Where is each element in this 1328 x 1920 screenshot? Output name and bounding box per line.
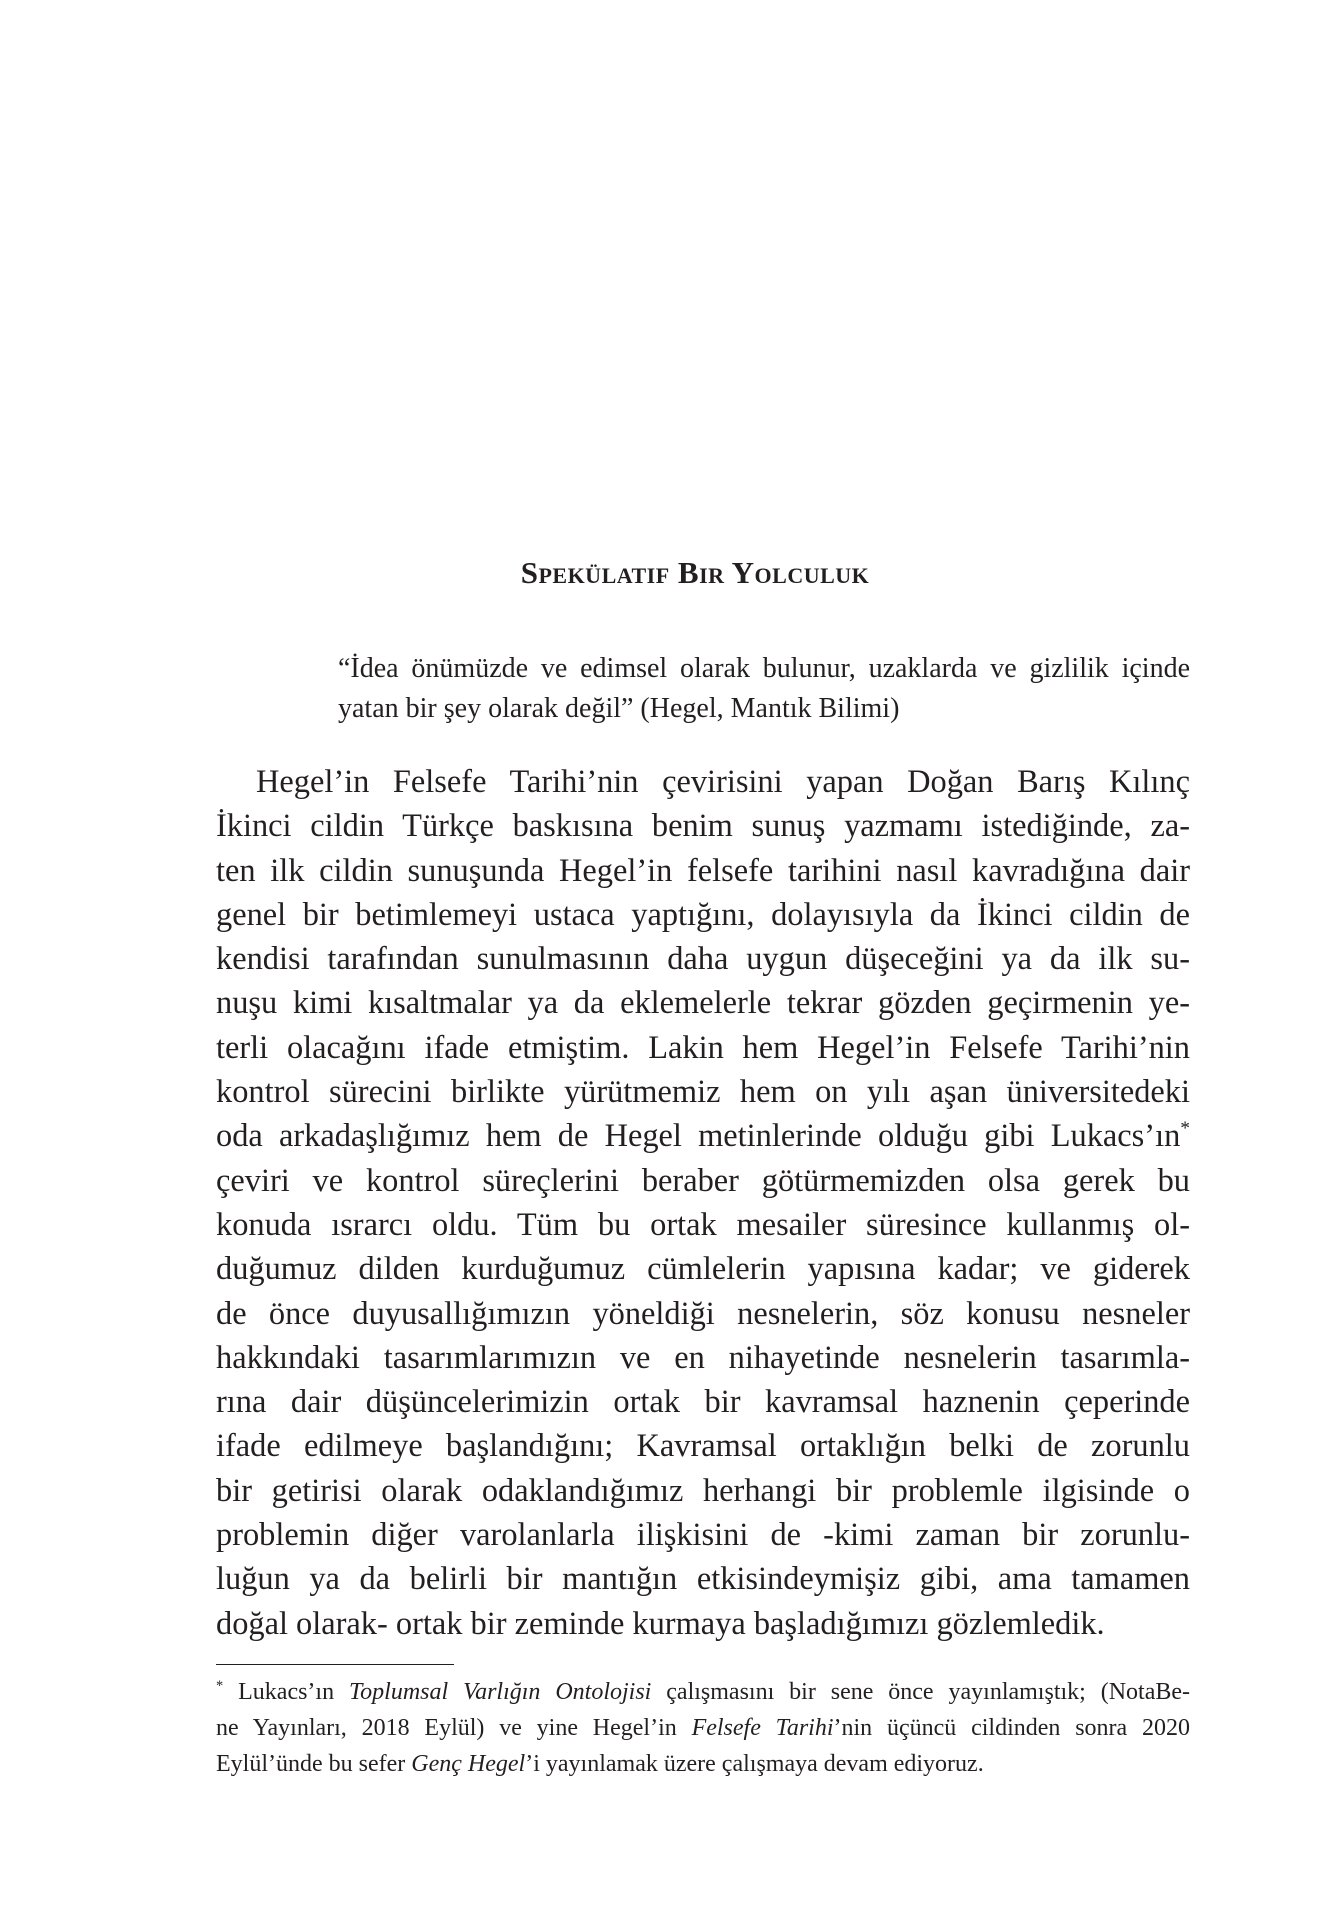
footnote-reference: * [1180, 1118, 1190, 1140]
body-line: hakkındaki tasarımlarımızın ve en nihayetinde nesnelerin tasarımla- [216, 1339, 1190, 1376]
footnote [216, 1674, 1190, 1782]
footnote-text: çalışmasını bir sene önce yayınlamıştık; (NotaBe- [651, 1679, 1191, 1705]
body-line: rına dair düşüncelerimizin ortak bir kavramsal haznenin çeperinde [216, 1384, 1190, 1421]
body-line: kontrol sürecini birlikte yürütmemiz hem on yılı aşan üniversitedeki [216, 1074, 1190, 1111]
footnote-book-title: Genç Hegel [411, 1751, 526, 1777]
body-line: terli olacağını ifade etmiştim. Lakin hem Hegel’in Felsefe Tarihi’nin [216, 1029, 1190, 1066]
footnote-text: ne Yayınları, 2018 Eylül) ve yine Hegel’in [216, 1715, 692, 1741]
body-line: ifade edilmeye başlandığını; Kavramsal ortaklığın belki de zorunlu [216, 1428, 1190, 1465]
body-line: nuşu kimi kısaltmalar ya da eklemelerle tekrar gözden geçirmenin ye- [216, 985, 1190, 1022]
body-line: ten ilk cildin sunuşunda Hegel’in felsefe tarihini nasıl kavradığına dair [216, 852, 1190, 889]
footnote-marker: * [216, 1678, 224, 1694]
body-line: de önce duyusallığımızın yöneldiği nesnelerin, söz konusu nesneler [216, 1295, 1190, 1332]
body-line: İkinci cildin Türkçe baskısına benim sunuş yazmamı istediğinde, za- [216, 808, 1190, 845]
body-line: genel bir betimlemeyi ustaca yaptığını, dolayısıyla da İkinci cildin de [216, 896, 1190, 933]
body-paragraph [216, 760, 1190, 1646]
body-line: konuda ısrarcı oldu. Tüm bu ortak mesailer süresince kullanmış ol- [216, 1206, 1190, 1243]
footnote-divider [216, 1664, 454, 1665]
body-line-with-footnote-ref [216, 1114, 1190, 1158]
body-line: kendisi tarafından sunulmasının daha uygun düşeceğini ya da ilk su- [216, 941, 1190, 978]
body-line: bir getirisi olarak odaklandığımız herhangi bir problemle ilgisinde o [216, 1472, 1190, 1509]
body-line-text: oda arkadaşlığımız hem de Hegel metinlerinde olduğu gibi Lukacs’ın [216, 1118, 1181, 1155]
footnote-text: Eylül’ünde bu sefer [216, 1751, 412, 1777]
epigraph-quote: “İdea önümüzde ve edimsel olarak bulunur, uzaklarda ve gizlilik içinde yatan bir şey olarak değil” (Hegel, Mantık Bilimi) [338, 653, 1190, 724]
footnote-text: ’nin üçüncü cildinden sonra 2020 [833, 1715, 1190, 1741]
body-line: Hegel’in Felsefe Tarihi’nin çevirisini yapan Doğan Barış Kılınç [256, 764, 1190, 800]
chapter-title: Spekülatif Bir Yolculuk [520, 555, 870, 590]
body-line: problemin diğer varolanlarla ilişkisini de -kimi zaman bir zorunlu- [216, 1517, 1190, 1554]
footnote-text: Lukacs’ın [238, 1679, 350, 1705]
footnote-book-title: Felsefe Tarihi [691, 1715, 834, 1741]
footnote-text: ’i yayınlamak üzere çalışmaya devam ediyoruz. [525, 1751, 984, 1777]
footnote-line [216, 1710, 1190, 1746]
footnote-book-title: Toplumsal Varlığın Ontolojisi [349, 1679, 652, 1705]
body-line: luğun ya da belirli bir mantığın etkisindeymişiz gibi, ama tamamen [216, 1561, 1190, 1598]
footnote-line [216, 1746, 1190, 1782]
body-line: doğal olarak- ortak bir zeminde kurmaya başladığımızı gözlemledik. [216, 1605, 1105, 1642]
footnote-line [216, 1674, 1190, 1710]
body-line: duğumuz dilden kurduğumuz cümlelerin yapısına kadar; ve giderek [216, 1251, 1190, 1288]
body-line: çeviri ve kontrol süreçlerini beraber götürmemizden olsa gerek bu [216, 1162, 1190, 1199]
